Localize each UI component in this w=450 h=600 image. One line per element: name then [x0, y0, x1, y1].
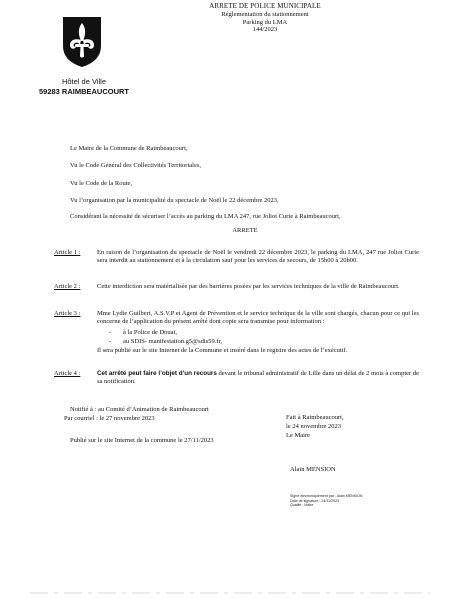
- footer-faint-line: [30, 590, 430, 596]
- recipient-sdis: au SDIS- manifestation.g5@sdis59.fr,: [123, 338, 223, 345]
- electronic-signer: Signé électroniquement par : Alain MENSION: [290, 494, 363, 498]
- decree-header: [190, 3, 340, 34]
- article-4-label: Article 4 :: [54, 370, 81, 377]
- article-4-body: [97, 370, 419, 386]
- article-3-body: [97, 310, 419, 355]
- article-1-text: En raison de l’organisation du spectacle de Noël le vendredi 22 décembre 2023, le parking du LMA, 247 rue Joliot Curie sera interdit au stationnement et à la circulation sauf pour les services de secours, de 15h00 à 20h00.: [97, 249, 419, 264]
- signature-role: Le Maire: [286, 432, 311, 439]
- signature-place: Fait à Raimbeaucourt,: [286, 414, 344, 421]
- article-3-text: Mme Lydie Guilbert, A.S.V.P et Agent de Prévention et le service technique de la ville sont chargés, chacun pour ce qui les concerne de l’application du présent arrêté dont copie sera transmise pour information :: [97, 310, 419, 325]
- electronic-signer-role: Qualité : Maire: [290, 503, 314, 508]
- fleur-de-lis-shield-icon: [62, 16, 102, 68]
- article-4-text: devant le tribunal administratif de Lille dans un délai de 2 mois à compter de sa notification.: [97, 370, 419, 385]
- preamble-considerant: Considérant la nécessité de sécuriser l’accès au parking du LMA 247, rue Joliot Curie à Raimbeaucourt,: [70, 213, 341, 220]
- article-2-text: Cette interdiction sera matérialisée par des barrières posées par les services techniques de la ville de Raimbeaucourt.: [97, 283, 400, 290]
- electronic-signature-stamp: [290, 494, 363, 508]
- decree-type-title: ARRETE DE POLICE MUNICIPALE: [209, 2, 321, 10]
- preamble-code-route: Vu le Code de la Route,: [70, 180, 133, 187]
- article-4-recours: Cet arrêté peut faire l’objet d’un recours: [97, 370, 217, 377]
- preamble-mayor: Le Maire de la Commune de Raimbeaucourt,: [70, 145, 188, 152]
- recipient-police: à la Police de Douai,: [123, 329, 177, 336]
- town-postal-code: 59283 RAIMBEAUCOURT: [38, 87, 130, 96]
- signature-date: le 24 novembre 2023: [286, 423, 342, 430]
- publication-notice: Publié sur le site Internet de la commune le 27/11/2023: [70, 437, 214, 444]
- preamble-cgct: Vu le Code Général des Collectivités Territoriales,: [70, 162, 201, 169]
- decree-place: Parking du LMA: [242, 18, 288, 26]
- signatory-name: Alain MENSION: [290, 466, 336, 473]
- footer-divider: [30, 590, 430, 596]
- decree-subtitle: Réglementation du stationnement: [221, 10, 309, 18]
- notification-date: Par courriel : le 27 novembre 2023: [64, 415, 155, 422]
- article-3-label: Article 3 :: [54, 310, 81, 317]
- town-crest-logo: [62, 16, 102, 68]
- decree-section-title: ARRETE: [232, 227, 258, 234]
- list-item: - à la Police de Douai,: [108, 329, 177, 336]
- article-2-label: Article 2 :: [54, 283, 81, 290]
- article-3-closing: Il sera publié sur le site Internet de la Commune et inséré dans le registre des actes de l’exécutif.: [97, 347, 348, 354]
- electronic-signature-date: Date de signature : 24/11/2023: [290, 498, 340, 503]
- article-1-label: Article 1 :: [54, 249, 81, 256]
- town-hall-name: Hôtel de Ville: [61, 77, 107, 86]
- decree-number: 144/2023: [252, 26, 278, 34]
- town-address-block: [28, 77, 140, 97]
- notification-recipient: Notifié à : au Comité d’Animation de Raimbeaucourt: [70, 406, 209, 413]
- preamble-organisation: Vu l’organisation par la municipalité du spectacle de Noël le 22 décembre 2023,: [70, 197, 279, 204]
- list-item: - au SDIS- manifestation.g5@sdis59.fr,: [108, 338, 223, 345]
